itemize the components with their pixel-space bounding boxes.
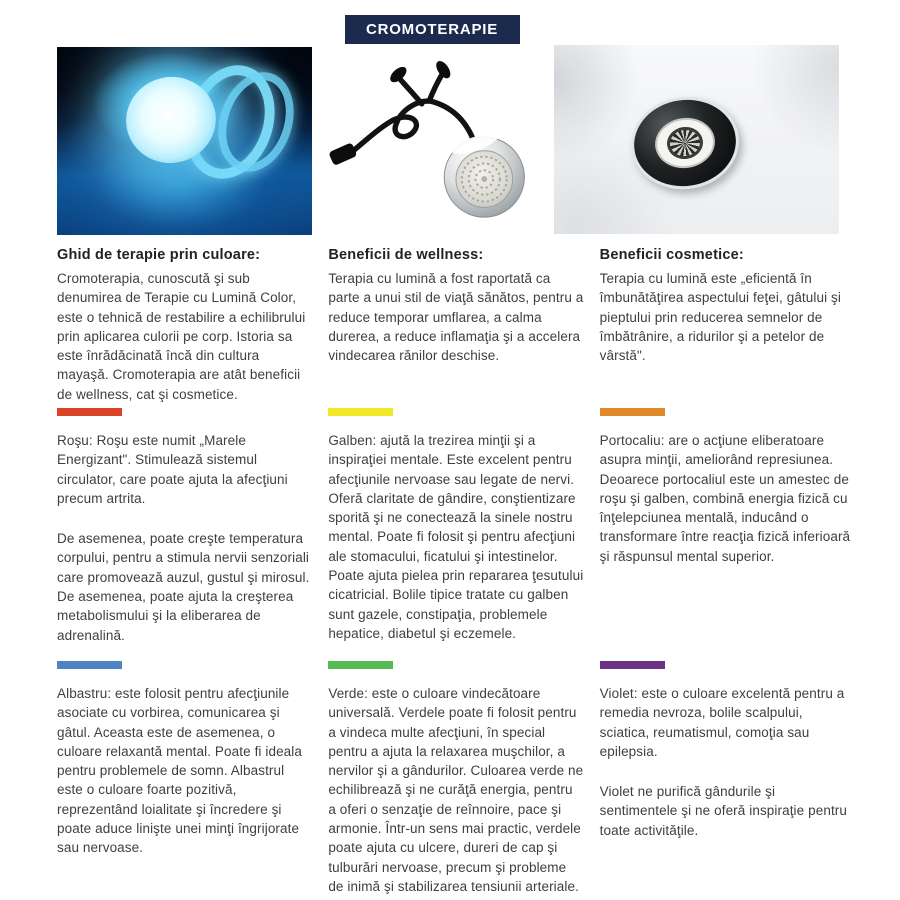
section-paragraph: Violet: este o culoare excelentă pentru a remedia nevroza, bolile scalpului, sciatica, reumatismul, comoţia sau epilepsia.	[599, 686, 845, 759]
section-paragraph: Verde: este o culoare vindecătoare universală. Verdele poate fi folosit pentru a vindeca multe afecţiuni, în special pentru a ajuta la relaxarea muşchilor, a nervilor şi a gândurilor. Culoarea verde ne echilibrează şi ne curăţă energia, pentru a oferi o senzaţie de reînnoire, pace şi armonie. Într-un sens mai practic, verdele poate ajuta cu ulcere, dureri de cap şi tulburări nervoase, precum şi probleme de inimă şi stabilizarea tensiunii arteriale.	[328, 686, 584, 894]
page-title: CROMOTERAPIE	[365, 21, 499, 38]
section-paragraph: Portocaliu: are o acţiune eliberatoare asupra minţii, ameliorând represiunea. Deoarece portocaliul este un amestec de roşu şi galben, combină energia fizică cu înţelepciunea mentală, inducând o transformare între reacţia fizică inferioară şi răspunsul mental superior.	[599, 433, 851, 564]
section-galben	[328, 405, 583, 658]
column-intro-wellness	[328, 235, 583, 405]
section-portocaliu	[600, 405, 855, 658]
column-intro-culoare	[57, 235, 312, 405]
column-intro-text: Cromoterapia, cunoscută şi sub denumirea de Terapie cu Lumină Color, este o tehnică de restabilire a echilibrului prin aplicarea culorii pe corp. Istoria sa este înrădăcinată încă din cultura mayaşă. Cromoterapia are atât beneficii de wellness, cat şi cosmetice.	[57, 271, 306, 402]
chrome-light-fixture	[445, 130, 525, 217]
section-paragraph: Roşu: Roşu este numit „Marele Energizant". Stimulează sistemul circulator, care poate ajuta la afecţiuni precum artrita.	[57, 433, 288, 506]
column-intro-cosmetice	[600, 235, 855, 405]
green-color-bar	[328, 661, 393, 669]
installed-light-led-face	[665, 125, 705, 162]
installed-light-ring	[652, 114, 718, 172]
section-paragraph: Galben: ajută la trezirea minţii şi a inspiraţiei mentale. Este excelent pentru afecţiunile nervoase sau legate de nervi. Oferă claritate de gândire, conştientizare sporită şi ne conectează la sinele nostru mental. Poate fi folosit şi pentru afecţiuni ale stomacului, ficatului şi intestinelor. Poate ajuta pielea prin repararea ţesutului cicatricial. Bolile tipice tratate cu galben sunt gazele, constipaţia, problemele hepatice, diabetul şi eczemele.	[328, 433, 584, 641]
red-color-bar	[57, 408, 122, 416]
yellow-color-bar	[328, 408, 393, 416]
violet-color-bar	[600, 661, 665, 669]
section-paragraph: Albastru: este folosit pentru afecţiunile asociate cu vorbirea, comunicarea şi gâtul. Aceasta este de asemenea, o culoare relaxantă mental. Poate fi ideala pentru problemele de somn. Albastrul este o culoare foarte pozitivă, reprezentând loialitate şi încredere şi poate aduce linişte unei minţi îngrijorate sau nervoase.	[57, 686, 302, 856]
photo-blue-led-light	[57, 47, 312, 235]
cable-light-illustration	[328, 45, 553, 235]
blue-color-bar	[57, 661, 122, 669]
orange-color-bar	[600, 408, 665, 416]
installed-light-bezel	[625, 90, 745, 196]
section-paragraph: De asemenea, poate creşte temperatura corpului, pentru a stimula nervii senzoriali care promovează auzul, gustul şi mirosul. De asemenea, poate ajuta la creşterea metabolismului şi la eliberarea de adrenalină.	[57, 531, 310, 643]
photo-led-light-with-cable	[328, 45, 553, 235]
photo-light-installed-in-tub	[554, 45, 839, 234]
column-heading: Beneficii cosmetice:	[599, 247, 744, 263]
column-intro-text: Terapia cu lumină a fost raportată ca parte a unui stil de viaţă sănătos, pentru a reduce temporar umflarea, a calma durerea, a reduce inflamaţia şi a accelera vindecarea rănilor deschise.	[328, 271, 584, 364]
column-intro-text: Terapia cu lumină este „eficientă în îmbunătăţirea aspectului feţei, gâtului şi pieptului prin reducerea semnelor de îmbătrânire, a ridurilor şi a petelor de vârstă".	[599, 271, 841, 364]
column-heading: Beneficii de wellness:	[328, 247, 484, 263]
section-verde	[328, 658, 583, 896]
title-banner	[345, 15, 520, 44]
section-violet	[600, 658, 855, 896]
section-albastru	[57, 658, 312, 896]
section-paragraph: Violet ne purifică gândurile şi sentimentele şi ne oferă inspiraţie pentru toate activităţile.	[599, 784, 847, 838]
column-heading: Ghid de terapie prin culoare:	[57, 247, 261, 263]
cable-plug	[329, 59, 454, 166]
content-grid	[57, 45, 855, 896]
section-rosu	[57, 405, 312, 658]
